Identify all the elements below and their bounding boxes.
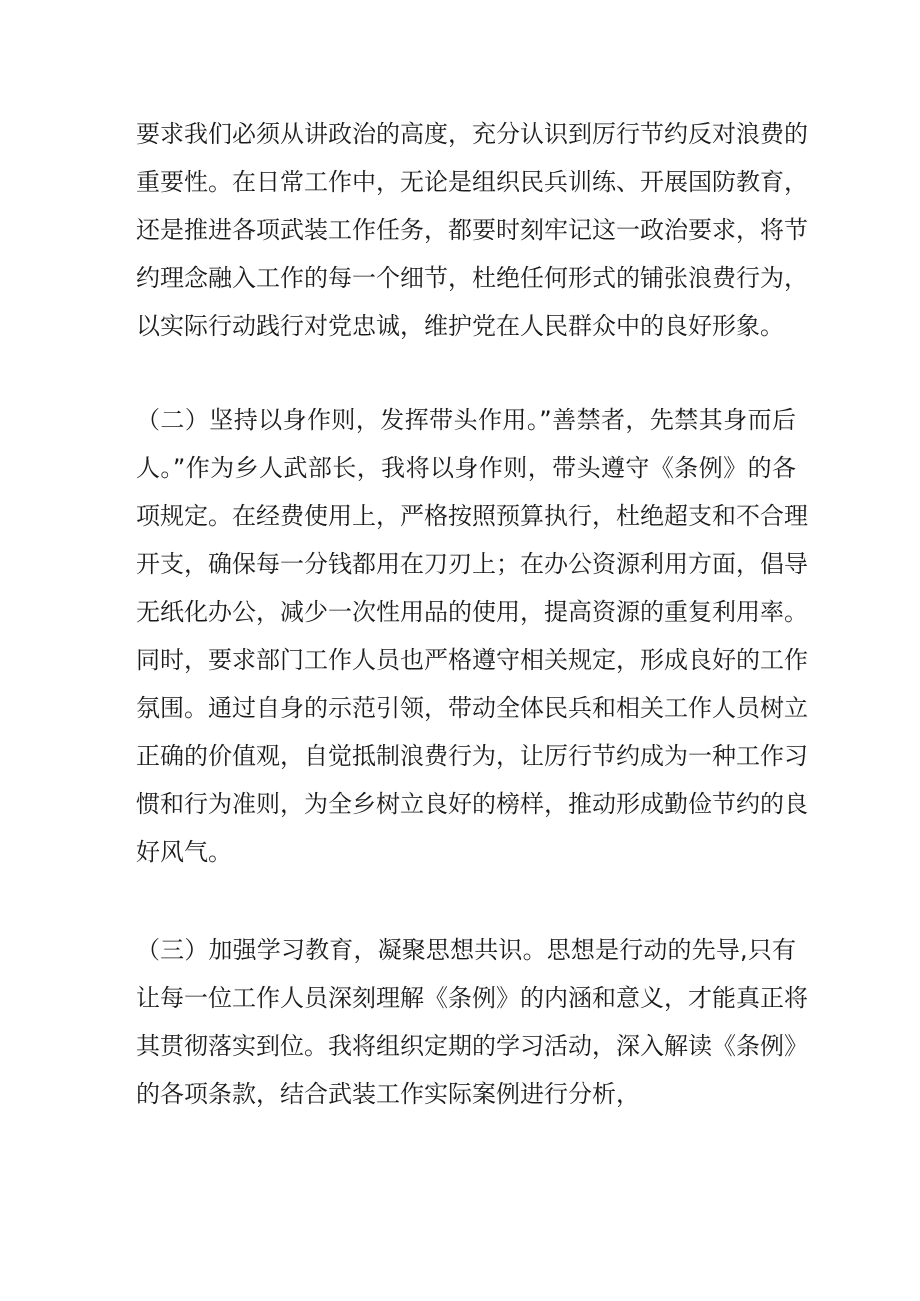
paragraph-line: 以实际行动践行对党忠诚，维护党在人民群众中的良好形象。 <box>136 312 784 340</box>
paragraph-line: （三）加强学习教育，凝聚思想共识。思想是行动的先导,只有 <box>136 936 796 964</box>
paragraph-line: 惯和行为准则，为全乡树立良好的榜样，推动形成勤俭节约的良 <box>136 790 808 818</box>
paragraph-line: 开支，确保每一分钱都用在刀刃上；在办公资源利用方面，倡导 <box>136 550 808 578</box>
paragraph-line: 其贯彻落实到位。我将组织定期的学习活动，深入解读《条例》 <box>136 1032 808 1060</box>
paragraph-line: 要求我们必须从讲政治的高度，充分认识到厉行节约反对浪费的 <box>136 120 808 148</box>
paragraph-line: 让每一位工作人员深刻理解《条例》的内涵和意义，才能真正将 <box>136 984 808 1012</box>
paragraph-line: 无纸化办公，减少一次性用品的使用，提高资源的重复利用率。 <box>136 598 808 626</box>
paragraph-line: 还是推进各项武装工作任务，都要时刻牢记这一政治要求，将节 <box>136 216 808 244</box>
paragraph-line: 人。”作为乡人武部长，我将以身作则，带头遵守《条例》的各 <box>136 454 796 482</box>
paragraph-line: 同时，要求部门工作人员也严格遵守相关规定，形成良好的工作 <box>136 646 808 674</box>
paragraph-line: 正确的价值观，自觉抵制浪费行为，让厉行节约成为一种工作习 <box>136 742 808 770</box>
paragraph-line: 氛围。通过自身的示范引领，带动全体民兵和相关工作人员树立 <box>136 694 808 722</box>
paragraph-line: （二）坚持以身作则，发挥带头作用。”善禁者，先禁其身而后 <box>136 406 796 434</box>
paragraph-line: 约理念融入工作的每一个细节，杜绝任何形式的铺张浪费行为， <box>136 264 808 292</box>
paragraph-line: 重要性。在日常工作中，无论是组织民兵训练、开展国防教育， <box>136 168 808 196</box>
paragraph-line: 好风气。 <box>136 838 232 866</box>
paragraph-line: 的各项条款，结合武装工作实际案例进行分析， <box>136 1080 640 1108</box>
paragraph-line: 项规定。在经费使用上，严格按照预算执行，杜绝超支和不合理 <box>136 502 808 530</box>
